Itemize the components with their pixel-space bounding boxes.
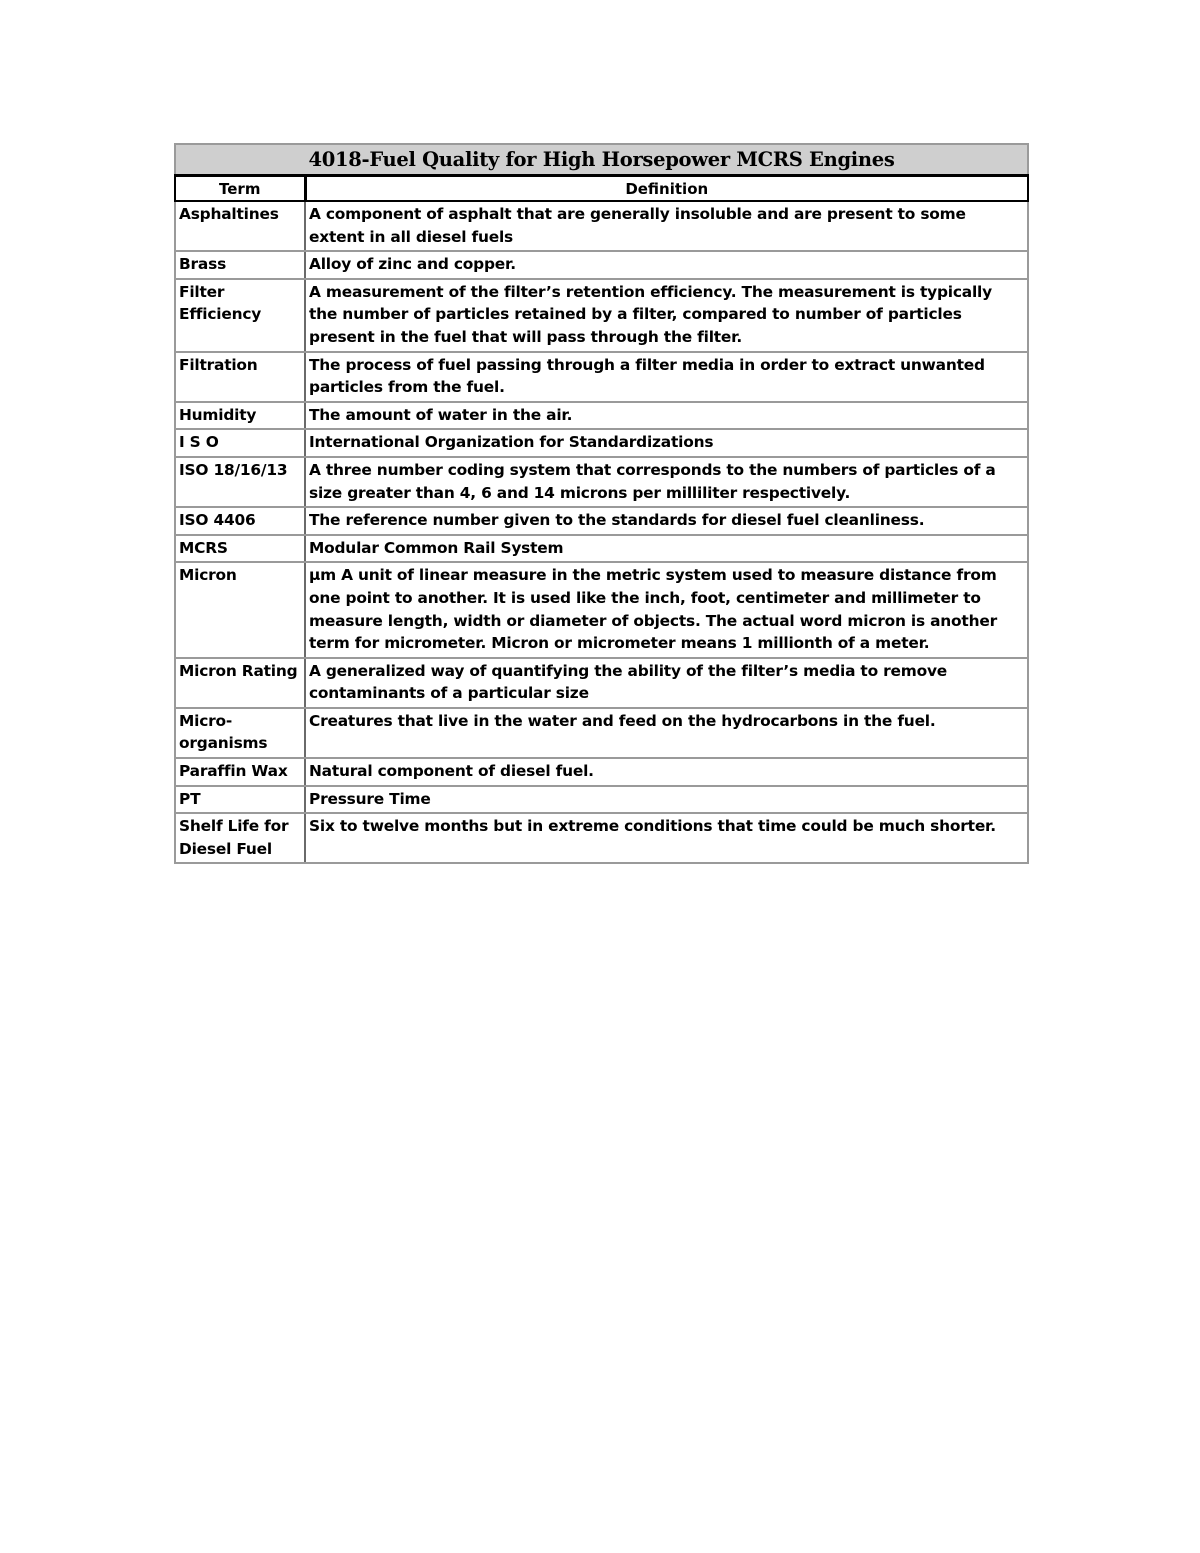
term-cell: Shelf Life for Diesel Fuel [175,813,305,863]
definition-cell: A measurement of the filter’s retention efficiency. The measurement is typically the number of particles retained by a filter, compared to number of particles present in the fuel that will pass through the filter. [305,279,1028,352]
table-row [175,429,1028,457]
term-cell: Micron Rating [175,658,305,708]
term-cell: Brass [175,251,305,279]
definition-cell: The process of fuel passing through a filter media in order to extract unwanted particles from the fuel. [305,352,1028,402]
table-row [175,562,1028,657]
definition-cell: Natural component of diesel fuel. [305,758,1028,786]
term-cell: Asphaltines [175,201,305,251]
table-row [175,201,1028,251]
term-column-header: Term [175,176,305,202]
table-row [175,813,1028,863]
definition-cell: A three number coding system that corresponds to the numbers of particles of a size greater than 4, 6 and 14 microns per milliliter respectively. [305,457,1028,507]
term-cell: ISO 18/16/13 [175,457,305,507]
table-row [175,535,1028,563]
table-row [175,758,1028,786]
definition-cell: Creatures that live in the water and feed on the hydrocarbons in the fuel. [305,708,1028,758]
term-cell: ISO 4406 [175,507,305,535]
definition-cell: Pressure Time [305,786,1028,814]
table-row [175,658,1028,708]
table-row [175,457,1028,507]
term-cell: Humidity [175,402,305,430]
term-cell: PT [175,786,305,814]
term-cell: Filtration [175,352,305,402]
table-row [175,352,1028,402]
definition-cell: µm A unit of linear measure in the metric system used to measure distance from one point to another. It is used like the inch, foot, centimeter and millimeter to measure length, width or diameter of objects. The actual word micron is another term for micrometer. Micron or micrometer means 1 millionth of a meter. [305,562,1028,657]
term-cell: Micron [175,562,305,657]
table-title: 4018-Fuel Quality for High Horsepower MCRS Engines [175,144,1028,176]
table-row [175,708,1028,758]
table-row [175,279,1028,352]
term-cell: Paraffin Wax [175,758,305,786]
term-cell: I S O [175,429,305,457]
definition-cell: A component of asphalt that are generally insoluble and are present to some extent in all diesel fuels [305,201,1028,251]
definition-cell: The amount of water in the air. [305,402,1028,430]
definition-cell: Modular Common Rail System [305,535,1028,563]
glossary-body [175,201,1028,863]
table-row [175,402,1028,430]
term-cell: Filter Efficiency [175,279,305,352]
table-row [175,786,1028,814]
table-row [175,507,1028,535]
definition-cell: Six to twelve months but in extreme conditions that time could be much shorter. [305,813,1028,863]
table-row [175,251,1028,279]
term-cell: MCRS [175,535,305,563]
glossary-table [174,143,1029,864]
term-cell: Micro-organisms [175,708,305,758]
definition-cell: The reference number given to the standards for diesel fuel cleanliness. [305,507,1028,535]
definition-column-header: Definition [305,176,1028,202]
definition-cell: International Organization for Standardizations [305,429,1028,457]
definition-cell: A generalized way of quantifying the ability of the filter’s media to remove contaminants of a particular size [305,658,1028,708]
definition-cell: Alloy of zinc and copper. [305,251,1028,279]
